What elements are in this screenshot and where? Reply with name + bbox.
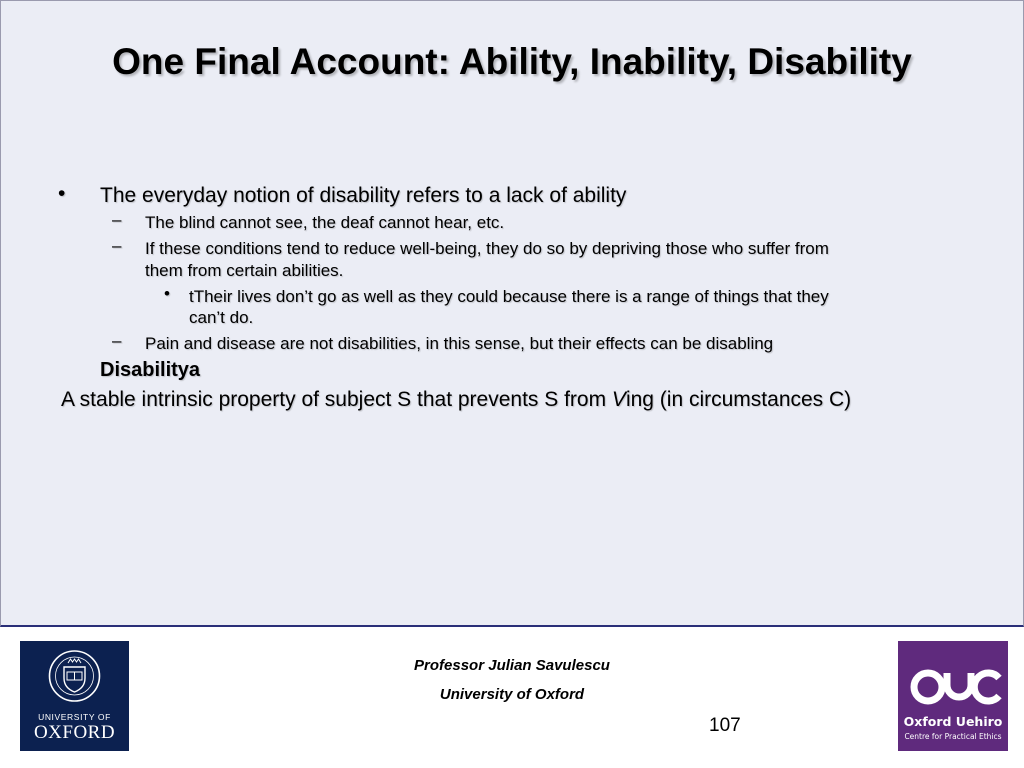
sub-bullet-wellbeing-line2: them from certain abilities. <box>145 261 344 280</box>
oxford-logo-line2: OXFORD <box>33 722 116 743</box>
uehiro-logo-name: Oxford Uehiro <box>903 714 1003 729</box>
sub-bullet-wellbeing-line1: If these conditions tend to reduce well-being, they do so by depriving those who suffer from <box>145 239 829 258</box>
page-number: 107 <box>709 715 741 736</box>
sub-bullet-blind-deaf: The blind cannot see, the deaf cannot hear, etc. <box>145 213 505 232</box>
bullet-marker: • <box>58 182 66 205</box>
definition-text-start: A stable intrinsic property of subject S that prevents S from <box>61 388 612 411</box>
definition-term: Disabilitya <box>100 359 201 381</box>
footer-institution: University of Oxford <box>439 686 585 703</box>
sub-bullet-marker: – <box>112 236 122 255</box>
footer-author: Professor Julian Savulescu <box>414 657 610 674</box>
definition-text <box>61 388 851 412</box>
sub-sub-bullet-lives-line1: tTheir lives don’t go as well as they could because there is a range of things that they <box>189 287 829 306</box>
definition-text-variable: V <box>611 388 626 411</box>
oxford-logo-line1: UNIVERSITY OF <box>38 712 111 722</box>
slide-title: One Final Account: Ability, Inability, Disability <box>112 41 912 82</box>
sub-bullet-marker: – <box>112 210 122 229</box>
sub-sub-bullet-marker: • <box>164 284 170 303</box>
sub-sub-bullet-lives-line2: can’t do. <box>189 308 254 327</box>
bullet-everyday-notion: The everyday notion of disability refers to a lack of ability <box>100 184 627 207</box>
definition-text-end: ing (in circumstances C) <box>625 388 852 411</box>
uehiro-logo-subtitle: Centre for Practical Ethics <box>904 732 1002 741</box>
oxford-uehiro-logo <box>898 641 1008 751</box>
ouc-mark-icon <box>898 641 1008 711</box>
sub-bullet-marker: – <box>112 331 122 350</box>
sub-bullet-pain-disease: Pain and disease are not disabilities, in this sense, but their effects can be disabling <box>145 334 774 353</box>
